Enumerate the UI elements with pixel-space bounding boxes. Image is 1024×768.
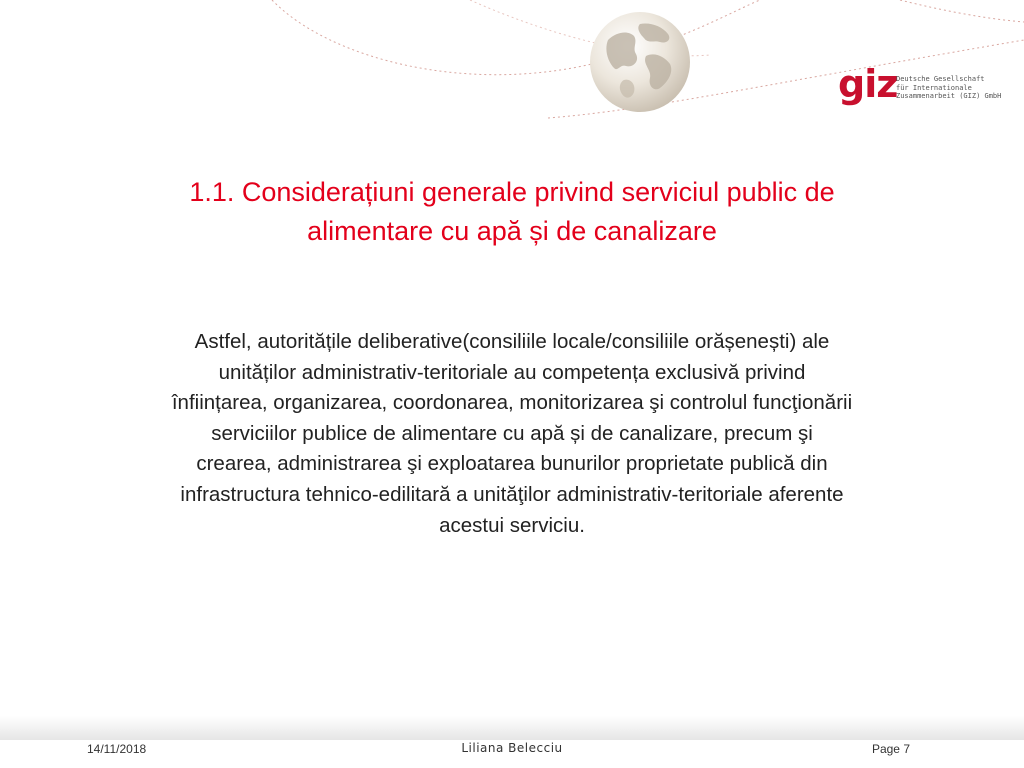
globe-icon: [588, 10, 692, 114]
body-line: acestui serviciu.: [439, 513, 585, 537]
logo-line: Deutsche Gesellschaft: [896, 75, 985, 83]
footer-page-number: Page 7: [871, 742, 910, 756]
body-line: înființarea, organizarea, coordonarea, monitorizarea şi controlul funcţionării: [171, 391, 853, 415]
footer-author: Liliana Belecciu: [461, 741, 563, 755]
giz-logo: [838, 62, 1002, 110]
body-line: Astfel, autoritățile deliberative(consiliile locale/consiliile orășenești) ale: [194, 330, 830, 353]
footer-divider: [0, 739, 1024, 740]
body-line: serviciilor publice de alimentare cu apă și de canalizare, precum şi: [211, 421, 813, 445]
footer-band: [0, 716, 1024, 740]
title-line-1: 1.1. Considerațiuni generale privind serviciul public de: [189, 177, 835, 207]
body-line: infrastructura tehnico-edilitară a unităţilor administrativ-teritoriale aferente: [180, 482, 844, 506]
body-paragraph: [70, 327, 954, 541]
body-line: unităților administrativ-teritoriale au competența exclusivă privind: [218, 360, 806, 384]
giz-logo-text: [896, 75, 1006, 101]
title-line-2: alimentare cu apă și de canalizare: [307, 216, 717, 246]
slide-title: [60, 173, 964, 251]
logo-line: Zusammenarbeit (GIZ) GmbH: [896, 92, 1002, 100]
body-line: crearea, administrarea şi exploatarea bunurilor proprietate publică din: [196, 452, 828, 476]
logo-line: für Internationale: [896, 83, 972, 92]
giz-logo-mark: giz: [838, 62, 898, 106]
footer-date: 14/11/2018: [87, 742, 147, 756]
